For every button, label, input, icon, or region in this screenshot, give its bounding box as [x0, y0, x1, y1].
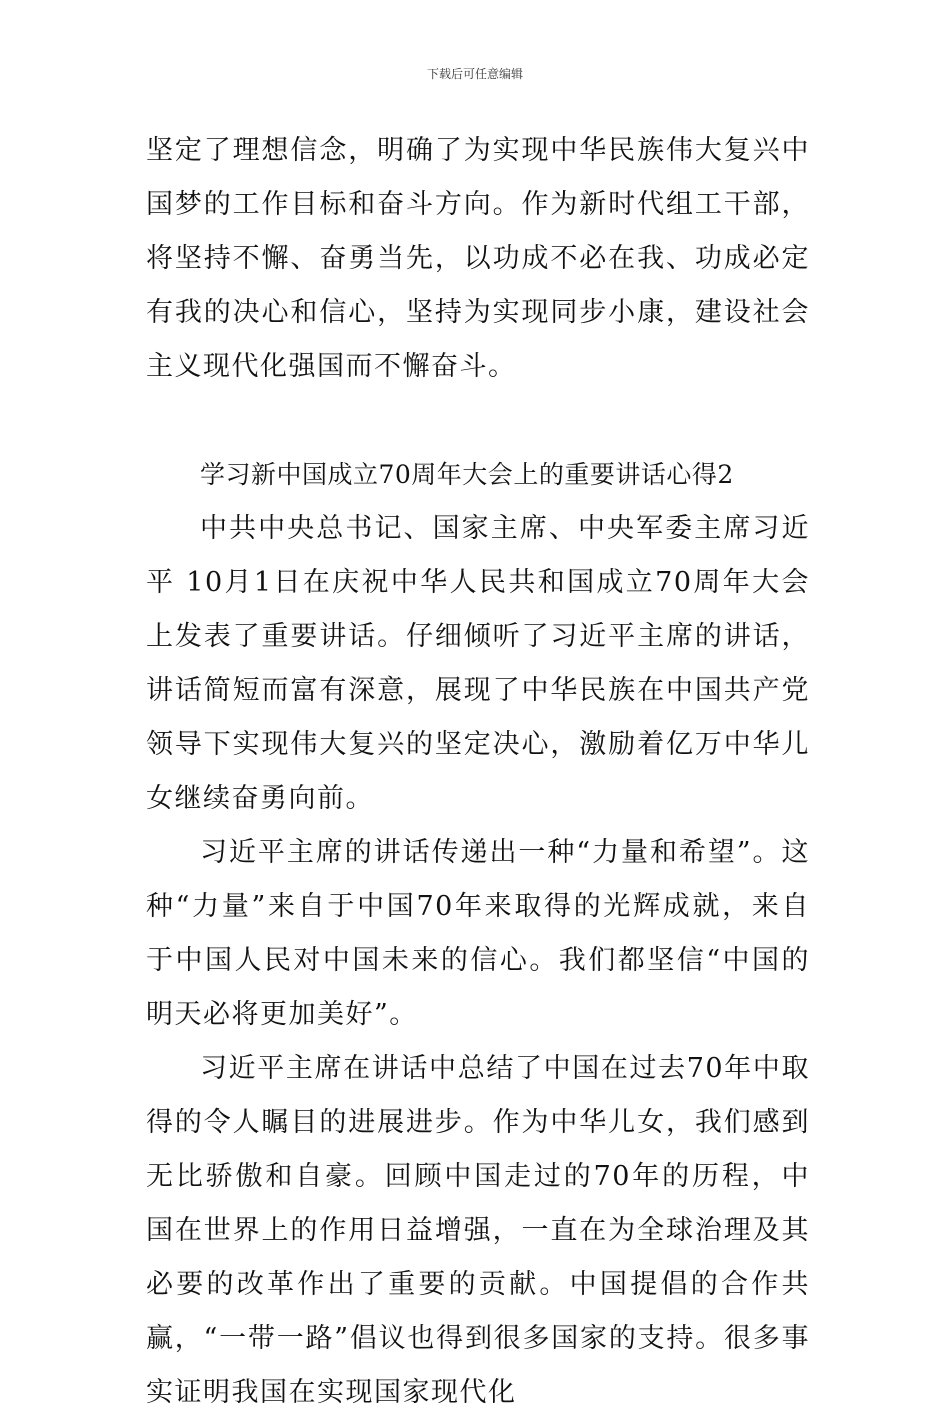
- paragraph-4: 习近平主席在讲话中总结了中国在过去70年中取得的令人瞩目的进展进步。作为中华儿女，我们感到无比骄傲和自豪。回顾中国走过的70年的历程，中国在世界上的作用日益增强，一直在为全球治理及其必要的改革作出了重要的贡献。中国提倡的合作共赢，“一带一路”倡议也得到很多国家的支持。很多事实证明我国在实现国家现代化: [146, 1053, 810, 1408]
- page-header: 下载后可任意编辑: [426, 67, 523, 81]
- paragraph-2: 中共中央总书记、国家主席、中央军委主席习近平 10月1日在庆祝中华人民共和国成立70周年大会上发表了重要讲话。仔细倾听了习近平主席的讲话，讲话简短而富有深意，展现了中华民族在中国共产党领导下实现伟大复兴的坚定决心，激励着亿万中华儿女继续奋勇向前。: [146, 513, 810, 814]
- section-heading: 学习新中国成立70周年大会上的重要讲话心得2: [200, 460, 734, 489]
- paragraph-3: 习近平主席的讲话传递出一种“力量和希望”。这种“力量”来自于中国70年来取得的光辉成就，来自于中国人民对中国未来的信心。我们都坚信“中国的明天必将更加美好”。: [146, 837, 810, 1030]
- document-body: [146, 124, 810, 1420]
- paragraph-1: 坚定了理想信念，明确了为实现中华民族伟大复兴中国梦的工作目标和奋斗方向。作为新时代组工干部，将坚持不懈、奋勇当先，以功成不必在我、功成必定有我的决心和信心，坚持为实现同步小康，建设社会主义现代化强国而不懈奋斗。: [146, 135, 810, 382]
